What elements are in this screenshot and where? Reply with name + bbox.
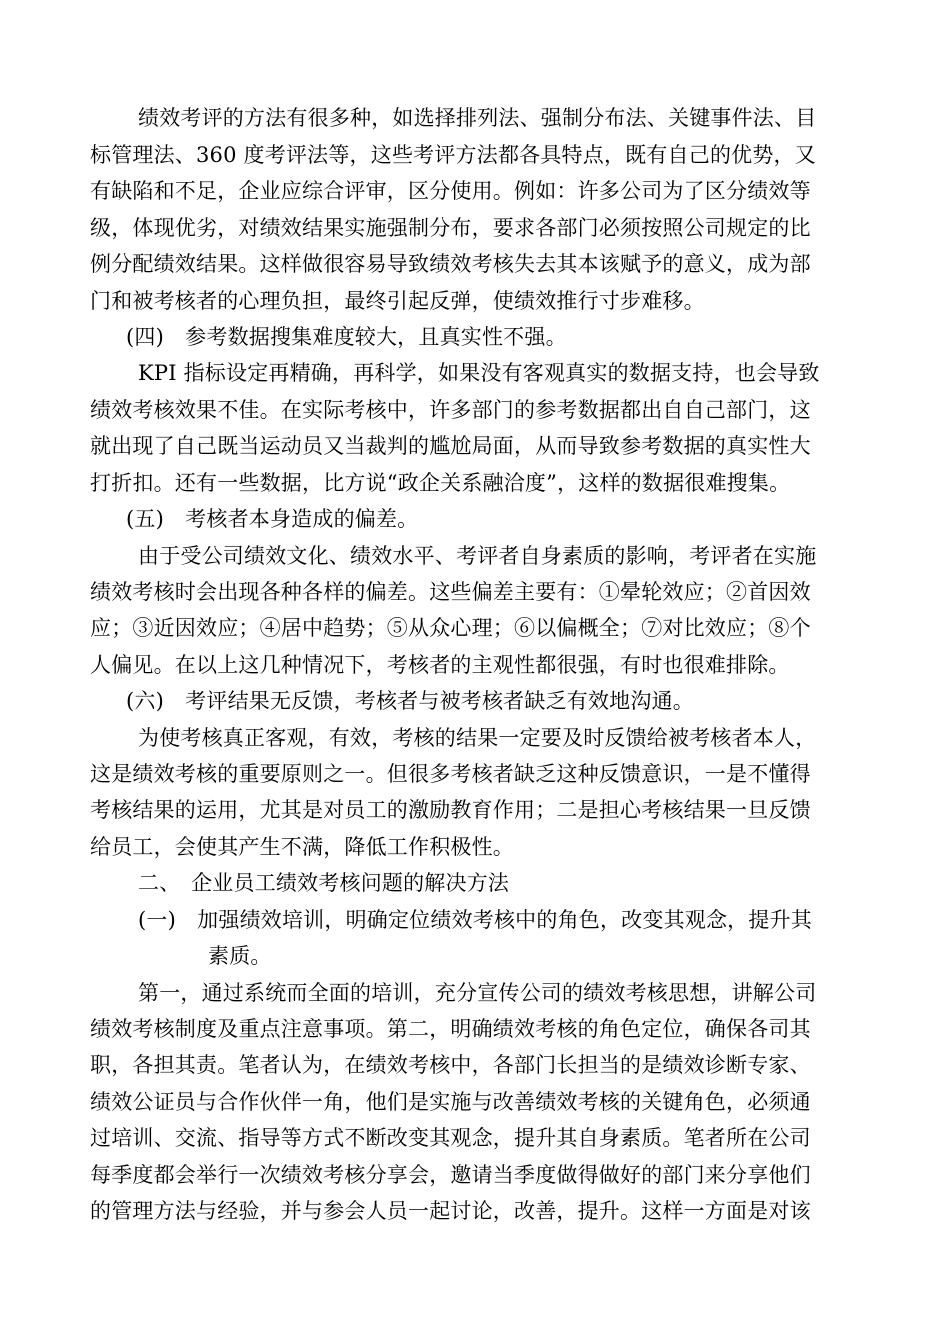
body-line: 的管理方法与经验，并与参会人员一起讨论，改善，提升。这样一方面是对该 — [90, 1199, 811, 1223]
body-line: 考核结果的运用，尤其是对员工的激励教育作用；二是担心考核结果一旦反馈 — [90, 798, 811, 822]
body-line: 由于受公司绩效文化、绩效水平、考评者自身素质的影响，考评者在实施 — [138, 544, 817, 568]
body-line: 绩效考评的方法有很多种，如选择排列法、强制分布法、关键事件法、目 — [138, 106, 817, 130]
body-line: 人偏见。在以上这几种情况下，考核者的主观性都很强，有时也很难排除。 — [90, 653, 790, 677]
section-heading: (四) 参考数据搜集难度较大，且真实性不强。 — [126, 325, 567, 349]
body-line: 给员工，会使其产生不满，降低工作积极性。 — [90, 835, 514, 859]
body-line: 为使考核真正客观，有效，考核的结果一定要及时反馈给被考核者本人， — [138, 726, 817, 750]
body-line: 第一，通过系统而全面的培训，充分宣传公司的绩效考核思想，讲解公司 — [138, 981, 817, 1005]
section-heading: (一) 加强绩效培训，明确定位绩效考核中的角色，改变其观念，提升其 — [138, 908, 812, 932]
body-line: 绩效公证员与合作伙伴一角，他们是实施与改善绩效考核的关键角色，必须通 — [90, 1090, 811, 1114]
section-heading-continuation: 素质。 — [208, 944, 272, 968]
section-heading: (五) 考核者本身造成的偏差。 — [126, 507, 419, 531]
body-line: 打折扣。还有一些数据，比方说“政企关系融洽度”，这样的数据很难搜集。 — [90, 471, 791, 495]
body-line: 应；③近因效应；④居中趋势；⑤从众心理；⑥以偏概全；⑦对比效应；⑧个 — [90, 616, 811, 640]
body-line: 绩效考核效果不佳。在实际考核中，许多部门的参考数据都出自自己部门，这 — [90, 398, 811, 422]
body-line: KPI 指标设定再精确，再科学，如果没有客观真实的数据支持，也会导致 — [138, 361, 820, 385]
body-line: 例分配绩效结果。这样做很容易导致绩效考核失去其本该赋予的意义，成为部 — [90, 252, 811, 276]
body-line: 级，体现优劣，对绩效结果实施强制分布，要求各部门必须按照公司规定的比 — [90, 216, 811, 240]
chapter-heading: 二、 企业员工绩效考核问题的解决方法 — [138, 871, 510, 895]
section-heading: (六) 考评结果无反馈，考核者与被考核者缺乏有效地沟通。 — [126, 689, 694, 713]
body-line: 标管理法、360 度考评法等，这些考评方法都各具特点，既有自己的优势，又 — [90, 143, 816, 167]
body-line: 职，各担其责。笔者认为，在绩效考核中，各部门长担当的是绩效诊断专家、 — [90, 1053, 811, 1077]
body-line: 就出现了自己既当运动员又当裁判的尴尬局面，从而导致参考数据的真实性大 — [90, 434, 811, 458]
body-line: 过培训、交流、指导等方式不断改变其观念，提升其自身素质。笔者所在公司 — [90, 1126, 811, 1150]
body-line: 每季度都会举行一次绩效考核分享会，邀请当季度做得做好的部门来分享他们 — [90, 1163, 811, 1187]
body-line: 这是绩效考核的重要原则之一。但很多考核者缺乏这种反馈意识，一是不懂得 — [90, 762, 811, 786]
body-line: 有缺陷和不足，企业应综合评审，区分使用。例如：许多公司为了区分绩效等 — [90, 179, 811, 203]
body-line: 绩效考核制度及重点注意事项。第二，明确绩效考核的角色定位，确保各司其 — [90, 1017, 811, 1041]
body-line: 门和被考核者的心理负担，最终引起反弹，使绩效推行寸步难移。 — [90, 289, 705, 313]
body-line: 绩效考核时会出现各种各样的偏差。这些偏差主要有：①晕轮效应；②首因效 — [90, 580, 811, 604]
